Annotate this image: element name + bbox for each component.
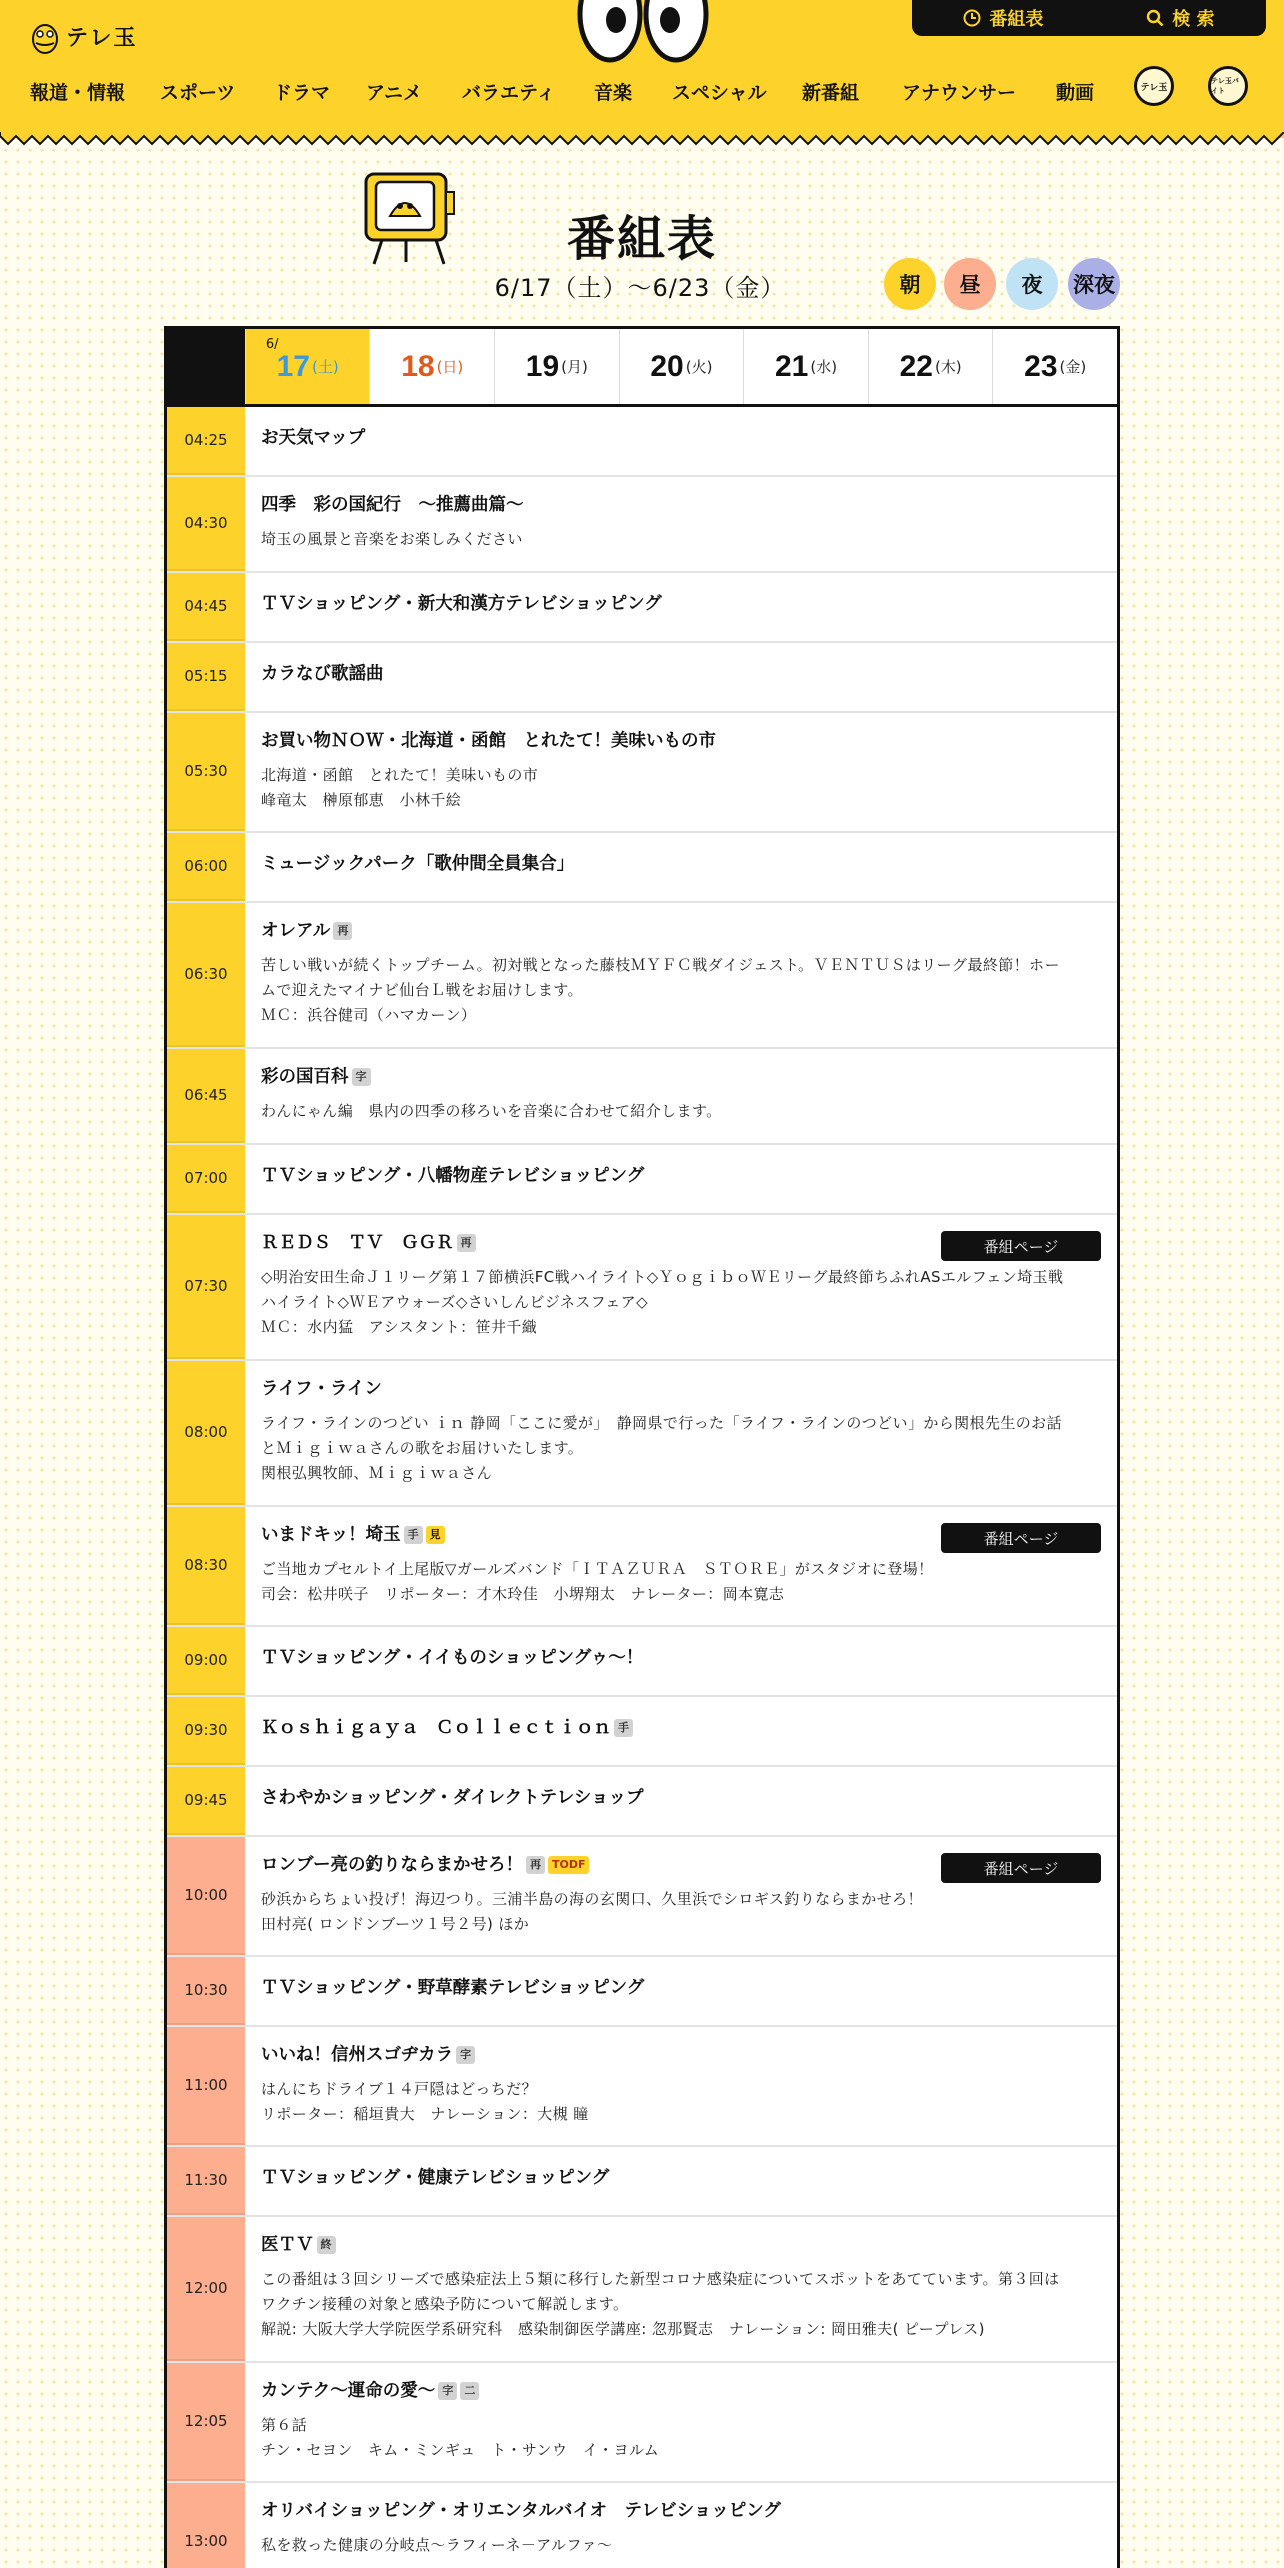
day-weekday: (月) <box>561 358 588 376</box>
tv-mascot-icon <box>352 168 458 268</box>
program-title-line <box>261 2379 1101 2403</box>
nav-anime[interactable]: アニメ <box>366 82 423 104</box>
program-title: カラなび歌謡曲 <box>261 664 384 684</box>
program-start-time: 04:45 <box>167 573 245 641</box>
day-weekday: (金) <box>1059 358 1087 376</box>
program-row <box>167 1215 1117 1361</box>
search-icon <box>1146 9 1164 27</box>
program-cell[interactable] <box>245 1697 1117 1765</box>
program-cell[interactable] <box>245 1767 1117 1835</box>
program-start-time: 07:00 <box>167 1145 245 1213</box>
jump-late-night-label: 深夜 <box>1073 273 1115 297</box>
day-tab-22[interactable] <box>868 329 993 404</box>
nav-sports[interactable]: スポーツ <box>160 82 236 104</box>
program-description: ライフ・ラインのつどい ｉｎ 静岡「ここに愛が」 静岡県で行った「ライフ・ラインのつどい」から関根先生のお話 とＭｉｇｉｗａさんの歌をお届けいたします。 関根弘興牧師、Ｍｉｇｉｗａさん <box>261 1414 1062 1482</box>
program-title-line <box>261 1976 1101 2000</box>
nav-announcers[interactable]: アナウンサー <box>902 82 1017 104</box>
schedule-table <box>164 326 1120 2568</box>
nav-news[interactable]: 報道・情報 <box>30 82 126 104</box>
clock-icon <box>963 9 981 27</box>
program-title-line <box>261 493 1101 517</box>
program-row <box>167 1627 1117 1697</box>
day-tab-17[interactable] <box>245 329 370 404</box>
day-month-label: 6/ <box>265 337 279 352</box>
program-title-line <box>261 426 1101 450</box>
program-badge: 二 <box>460 2382 479 2400</box>
program-row <box>167 833 1117 903</box>
program-start-time: 07:30 <box>167 1215 245 1359</box>
program-start-time: 08:00 <box>167 1361 245 1505</box>
program-cell[interactable] <box>245 1145 1117 1213</box>
page-title: 番組表 <box>566 211 717 267</box>
program-title: いまドキッ！埼玉 <box>261 1525 401 1545</box>
program-cell[interactable] <box>245 1957 1117 2025</box>
program-cell[interactable] <box>245 1361 1117 1505</box>
program-title-line <box>261 2499 1101 2523</box>
program-title-line <box>261 662 1101 686</box>
nav-drama[interactable]: ドラマ <box>273 82 331 104</box>
program-cell[interactable] <box>245 2027 1117 2145</box>
program-row <box>167 2483 1117 2568</box>
program-title-line <box>261 2166 1101 2190</box>
program-cell[interactable] <box>245 903 1117 1047</box>
nav-music[interactable]: 音楽 <box>594 82 633 104</box>
day-weekday: (水) <box>810 358 838 376</box>
day-row-corner <box>167 329 245 404</box>
program-title-line <box>261 1065 1101 1089</box>
day-tab-21[interactable] <box>743 329 868 404</box>
program-start-time: 04:30 <box>167 477 245 571</box>
day-number: 17 <box>276 349 310 383</box>
program-title: ＴＶショッピング・野草酵素テレビショッピング <box>261 1978 645 1998</box>
program-badge: 字 <box>352 1068 371 1086</box>
program-row <box>167 2363 1117 2483</box>
program-title: お買い物ＮＯＷ・北海道・函館 とれたて！美味いもの市 <box>261 731 716 751</box>
program-cell[interactable] <box>245 573 1117 641</box>
program-title: ミュージックパーク「歌仲間全員集合」 <box>261 854 575 874</box>
jump-morning-label: 朝 <box>899 273 921 297</box>
program-start-time: 10:30 <box>167 1957 245 2025</box>
program-page-button[interactable]: 番組ページ <box>941 1853 1101 1883</box>
day-number: 19 <box>525 349 560 383</box>
day-weekday: (木) <box>934 358 962 376</box>
program-title-line <box>261 729 1101 753</box>
program-description: ◇明治安田生命Ｊ１リーグ第１７節横浜FC戦ハイライト◇ＹｏｇｉｂｏＷＥリーグ最終節ちふれASエルフェン埼玉戦 ハイライト◇ＷＥアウォーズ◇さいしんビジネスフェア◇ ＭＣ：水内猛 アシスタント：笹井千織 <box>261 1268 1064 1336</box>
program-start-time: 10:00 <box>167 1837 245 1955</box>
program-start-time: 11:30 <box>167 2147 245 2215</box>
day-number: 22 <box>899 349 933 383</box>
program-row <box>167 903 1117 1049</box>
program-title-line <box>261 592 1101 616</box>
program-title: ＴＶショッピング・イイものショッピングゥ～！ <box>261 1648 644 1668</box>
program-row <box>167 1957 1117 2027</box>
program-start-time: 09:00 <box>167 1627 245 1695</box>
program-cell[interactable] <box>245 1837 1117 1955</box>
program-title-line <box>261 852 1101 876</box>
program-title-line <box>261 2233 1101 2257</box>
program-row <box>167 1507 1117 1627</box>
mascot-logo-icon <box>30 17 60 55</box>
program-row <box>167 713 1117 833</box>
day-number: 21 <box>774 349 809 383</box>
program-title: ＴＶショッピング・健康テレビショッピング <box>261 2168 610 2188</box>
program-cell[interactable] <box>245 713 1117 831</box>
day-number: 23 <box>1024 349 1058 383</box>
program-description: ご当地カプセルトイ上尾版▽ガールズバンド「ＩＴＡＺＵＲＡ ＳＴＯＲＥ」がスタジオに登場！ 司会：松井咲子 リポーター：才木玲佳 小堺翔太 ナレーター：岡本寛志 <box>261 1560 934 1603</box>
program-start-time: 06:30 <box>167 903 245 1047</box>
program-cell[interactable] <box>245 477 1117 571</box>
nav-new-programs[interactable]: 新番組 <box>802 82 860 104</box>
program-badge: 字 <box>456 2046 475 2064</box>
day-weekday: (火) <box>685 358 713 376</box>
program-row <box>167 1145 1117 1215</box>
program-cell[interactable] <box>245 1049 1117 1143</box>
header-zigzag-edge <box>0 132 1284 148</box>
program-row <box>167 477 1117 573</box>
teletama-baito-circle-label: テレ玉バイト <box>1211 77 1239 95</box>
program-title: カンテク～運命の愛～ <box>261 2381 436 2401</box>
program-row <box>167 1767 1117 1837</box>
program-start-time: 04:25 <box>167 407 245 475</box>
program-cell[interactable] <box>245 643 1117 711</box>
schedule-link-label: 番組表 <box>989 9 1044 30</box>
day-number: 18 <box>401 349 435 383</box>
program-title: Ｋｏｓｈｉｇａｙａ Ｃｏｌｌｅｃｔｉｏｎ <box>261 1718 611 1738</box>
jump-late-night-button[interactable] <box>1068 258 1120 310</box>
program-row <box>167 2027 1117 2147</box>
program-start-time: 11:00 <box>167 2027 245 2145</box>
program-description: はんにちドライブ１４戸隠はどっちだ？ リポーター：稲垣貴大 ナレーション：大槻 瞳 <box>261 2080 589 2123</box>
jump-evening-button[interactable] <box>1006 258 1058 310</box>
program-row <box>167 1837 1117 1957</box>
day-tab-20[interactable] <box>619 329 744 404</box>
program-cell[interactable] <box>245 2217 1117 2361</box>
nav-variety[interactable]: バラエティ <box>462 82 556 104</box>
program-title-line <box>261 1164 1101 1188</box>
top-utility-bar <box>912 0 1266 36</box>
program-description: 第６話 チン・セヨン キム・ミンギュ ト・サンウ イ・ヨルム <box>261 2416 660 2459</box>
program-start-time: 06:00 <box>167 833 245 901</box>
program-cell[interactable] <box>245 1627 1117 1695</box>
program-badge: 終 <box>317 2236 336 2254</box>
program-row <box>167 2217 1117 2363</box>
program-row <box>167 643 1117 713</box>
search-link-label: 検 索 <box>1172 9 1215 30</box>
program-list <box>167 407 1117 2568</box>
program-badge: 手 <box>404 1526 423 1544</box>
program-title: お天気マップ <box>261 428 366 448</box>
program-start-time: 12:00 <box>167 2217 245 2361</box>
teletama-circle-link[interactable] <box>1134 66 1174 106</box>
program-description: 私を救った健康の分岐点～ラフィーネ－アルファ～ <box>261 2536 613 2554</box>
program-cell[interactable] <box>245 1507 1117 1625</box>
teletama-circle-label: テレ玉 <box>1140 82 1168 93</box>
program-start-time: 08:30 <box>167 1507 245 1625</box>
program-title: 医ＴＶ <box>261 2235 314 2255</box>
program-badge: 見 <box>426 1526 445 1544</box>
jump-daytime-label: 昼 <box>959 273 981 297</box>
program-row <box>167 573 1117 643</box>
program-description: 北海道・函館 とれたて！美味いもの市 峰竜太 榊原郁恵 小林千絵 <box>261 766 539 809</box>
date-range: 6/17（土）〜6/23（金） <box>494 274 786 302</box>
program-title: いいね！信州スゴヂカラ <box>261 2045 454 2065</box>
program-page-button[interactable]: 番組ページ <box>941 1231 1101 1261</box>
program-title: ＴＶショッピング・八幡物産テレビショッピング <box>261 1166 645 1186</box>
program-title: ＴＶショッピング・新大和漢方テレビショッピング <box>261 594 662 614</box>
program-title: 彩の国百科 <box>261 1067 349 1087</box>
program-title: ロンブー亮の釣りならまかせろ！ <box>261 1855 523 1875</box>
program-row <box>167 1697 1117 1767</box>
search-link[interactable] <box>1146 5 1214 31</box>
program-row <box>167 407 1117 477</box>
day-tab-23[interactable] <box>992 329 1117 404</box>
program-start-time: 06:45 <box>167 1049 245 1143</box>
program-title: ＲＥＤＳ ＴＶ ＧＧＲ <box>261 1233 454 1253</box>
program-title-line <box>261 1716 1101 1740</box>
program-start-time: 05:15 <box>167 643 245 711</box>
nav-videos[interactable]: 動画 <box>1056 82 1095 104</box>
program-badge: 再 <box>526 1856 545 1874</box>
program-start-time: 13:00 <box>167 2483 245 2568</box>
program-title-line <box>261 1646 1101 1670</box>
program-title-line <box>261 1377 1101 1401</box>
day-weekday: (土) <box>311 358 339 376</box>
program-title: さわやかショッピング・ダイレクトテレショップ <box>261 1788 644 1808</box>
program-description: わんにゃん編 県内の四季の移ろいを音楽に合わせて紹介します。 <box>261 1102 722 1120</box>
program-badge: 字 <box>438 2382 457 2400</box>
program-badge: 再 <box>333 922 352 940</box>
teletama-baito-circle-link[interactable] <box>1208 66 1248 106</box>
day-weekday: (日) <box>436 358 464 376</box>
program-start-time: 09:45 <box>167 1767 245 1835</box>
site-header <box>0 0 1284 138</box>
day-tab-19[interactable] <box>494 329 619 404</box>
program-description: 埼玉の風景と音楽をお楽しみください <box>261 530 523 548</box>
jump-daytime-button[interactable] <box>944 258 996 310</box>
program-title: オレアル <box>261 921 331 941</box>
program-page-button[interactable]: 番組ページ <box>941 1523 1101 1553</box>
program-cell[interactable] <box>245 833 1117 901</box>
program-description: 砂浜からちょい投げ！海辺つり。三浦半島の海の玄関口、久里浜でシロギス釣りならまかせろ！ 田村亮( ロンドンブーツ１号２号) ほか <box>261 1890 923 1933</box>
program-row <box>167 2147 1117 2217</box>
program-description: 苦しい戦いが続くトップチーム。初対戦となった藤枝ＭＹＦＣ戦ダイジェスト。ＶＥＮＴＵＳはリーグ最終節！ホー ムで迎えたマイナビ仙台Ｌ戦をお届けします。 ＭＣ：浜谷健司（ハマカーン） <box>261 956 1060 1024</box>
program-badge: TODF <box>548 1856 590 1874</box>
program-row <box>167 1361 1117 1507</box>
program-cell[interactable] <box>245 2363 1117 2481</box>
program-start-time: 12:05 <box>167 2363 245 2481</box>
day-tab-18[interactable] <box>369 329 494 404</box>
program-title-line <box>261 919 1101 943</box>
program-title: 四季 彩の国紀行 ～推薦曲篇～ <box>261 495 524 515</box>
program-description: この番組は３回シリーズで感染症法上５類に移行した新型コロナ感染症についてスポットをあてています。第３回は ワクチン接種の対象と感染予防について解説します。 解説: 大阪大学大学院医学系研究科 感染制御医学講座: 忽那賢志 ナレーション: 岡田雅夫( ピープレス) <box>261 2270 1060 2338</box>
site-logo[interactable] <box>30 16 138 56</box>
program-badge: 手 <box>614 1719 633 1737</box>
program-title: ライフ・ライン <box>261 1379 382 1399</box>
program-start-time: 05:30 <box>167 713 245 831</box>
program-cell[interactable] <box>245 2483 1117 2568</box>
day-number: 20 <box>650 349 684 383</box>
jump-morning-button[interactable] <box>884 258 936 310</box>
program-cell[interactable] <box>245 407 1117 475</box>
nav-special[interactable]: スペシャル <box>672 82 767 104</box>
program-badge: 再 <box>457 1234 476 1252</box>
program-cell[interactable] <box>245 2147 1117 2215</box>
program-title: オリバイショッピング・オリエンタルバイオ テレビショッピング <box>261 2501 781 2521</box>
logo-text: テレ玉 <box>66 25 138 51</box>
mascot-eyes-icon <box>568 0 718 64</box>
program-row <box>167 1049 1117 1145</box>
day-selector <box>167 329 1117 407</box>
jump-evening-label: 夜 <box>1021 273 1043 297</box>
schedule-link[interactable] <box>963 5 1043 31</box>
program-title-line <box>261 2043 1101 2067</box>
program-cell[interactable] <box>245 1215 1117 1359</box>
program-title-line <box>261 1786 1101 1810</box>
program-start-time: 09:30 <box>167 1697 245 1765</box>
